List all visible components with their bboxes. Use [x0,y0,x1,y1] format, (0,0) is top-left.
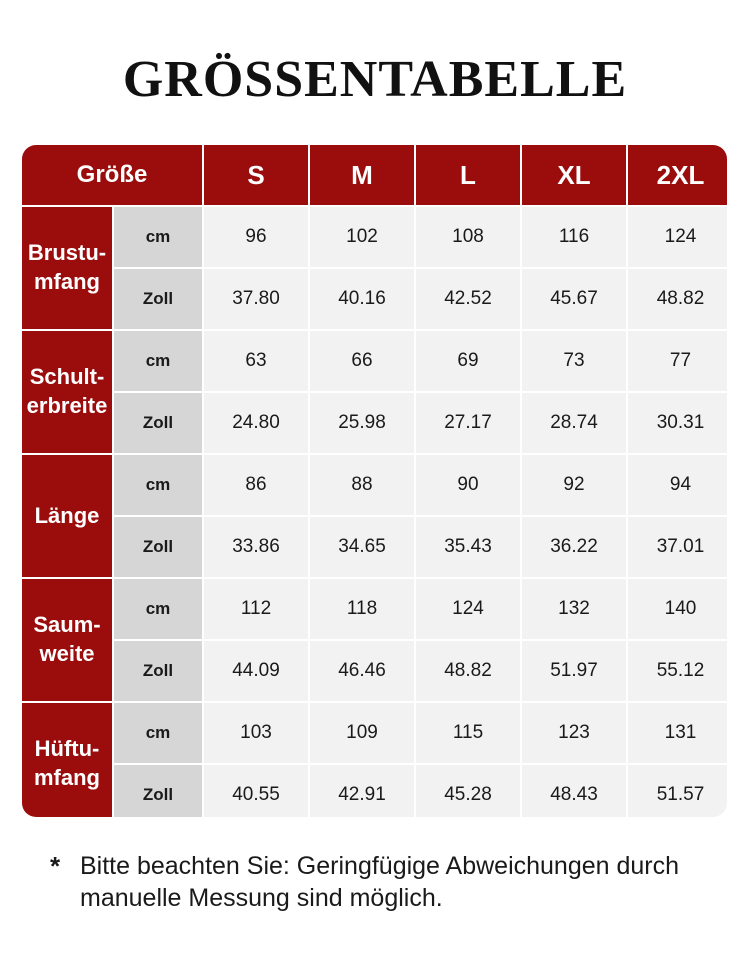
table-cell: 124 [628,207,727,267]
asterisk-icon: * [50,851,61,881]
table-cell: 35.43 [416,517,520,577]
table-cell: 51.97 [522,641,626,701]
table-cell: 94 [628,455,727,515]
table-cell: 103 [204,703,308,763]
table-cell: 45.67 [522,269,626,329]
measurement-label: Länge [22,455,112,577]
table-cell: 30.31 [628,393,727,453]
table-cell: 37.80 [204,269,308,329]
table-cell: 33.86 [204,517,308,577]
table-cell: 42.52 [416,269,520,329]
measurement-label: Saum- weite [22,579,112,701]
table-cell: 34.65 [310,517,414,577]
table-cell: 66 [310,331,414,391]
table-cell: 124 [416,579,520,639]
unit-label: cm [114,207,202,267]
table-cell: 73 [522,331,626,391]
table-cell: 37.01 [628,517,727,577]
table-cell: 25.98 [310,393,414,453]
table-cell: 24.80 [204,393,308,453]
unit-label: cm [114,455,202,515]
size-table [22,145,727,817]
table-cell: 116 [522,207,626,267]
unit-label: Zoll [114,517,202,577]
table-cell: 48.82 [628,269,727,329]
table-cell: 115 [416,703,520,763]
table-cell: 132 [522,579,626,639]
unit-label: Zoll [114,765,202,817]
table-cell: 88 [310,455,414,515]
table-cell: 140 [628,579,727,639]
header-size-xl: XL [522,145,626,205]
table-cell: 86 [204,455,308,515]
unit-label: cm [114,331,202,391]
table-cell: 69 [416,331,520,391]
unit-label: cm [114,579,202,639]
table-cell: 77 [628,331,727,391]
table-cell: 45.28 [416,765,520,817]
measurement-label: Schult- erbreite [22,331,112,453]
table-cell: 46.46 [310,641,414,701]
table-cell: 112 [204,579,308,639]
table-cell: 118 [310,579,414,639]
table-cell: 131 [628,703,727,763]
unit-label: Zoll [114,393,202,453]
table-cell: 27.17 [416,393,520,453]
header-size-l: L [416,145,520,205]
footnote-text: Bitte beachten Sie: Geringfügige Abweichungen durch manuelle Messung sind möglich. [80,852,680,912]
table-cell: 108 [416,207,520,267]
table-cell: 96 [204,207,308,267]
header-size-m: M [310,145,414,205]
table-cell: 44.09 [204,641,308,701]
table-cell: 42.91 [310,765,414,817]
table-cell: 102 [310,207,414,267]
footnote [50,850,730,914]
header-size-label: Größe [22,145,202,205]
size-grid [22,145,727,817]
table-cell: 48.43 [522,765,626,817]
table-cell: 40.55 [204,765,308,817]
table-cell: 51.57 [628,765,727,817]
table-cell: 63 [204,331,308,391]
unit-label: Zoll [114,641,202,701]
table-cell: 48.82 [416,641,520,701]
table-cell: 36.22 [522,517,626,577]
unit-label: Zoll [114,269,202,329]
page-title: GRÖSSENTABELLE [122,51,628,108]
unit-label: cm [114,703,202,763]
table-cell: 92 [522,455,626,515]
table-cell: 28.74 [522,393,626,453]
measurement-label: Brustu- mfang [22,207,112,329]
table-cell: 55.12 [628,641,727,701]
table-cell: 109 [310,703,414,763]
table-cell: 90 [416,455,520,515]
table-cell: 123 [522,703,626,763]
measurement-label: Hüftu- mfang [22,703,112,817]
header-size-s: S [204,145,308,205]
header-size-2xl: 2XL [628,145,727,205]
table-cell: 40.16 [310,269,414,329]
